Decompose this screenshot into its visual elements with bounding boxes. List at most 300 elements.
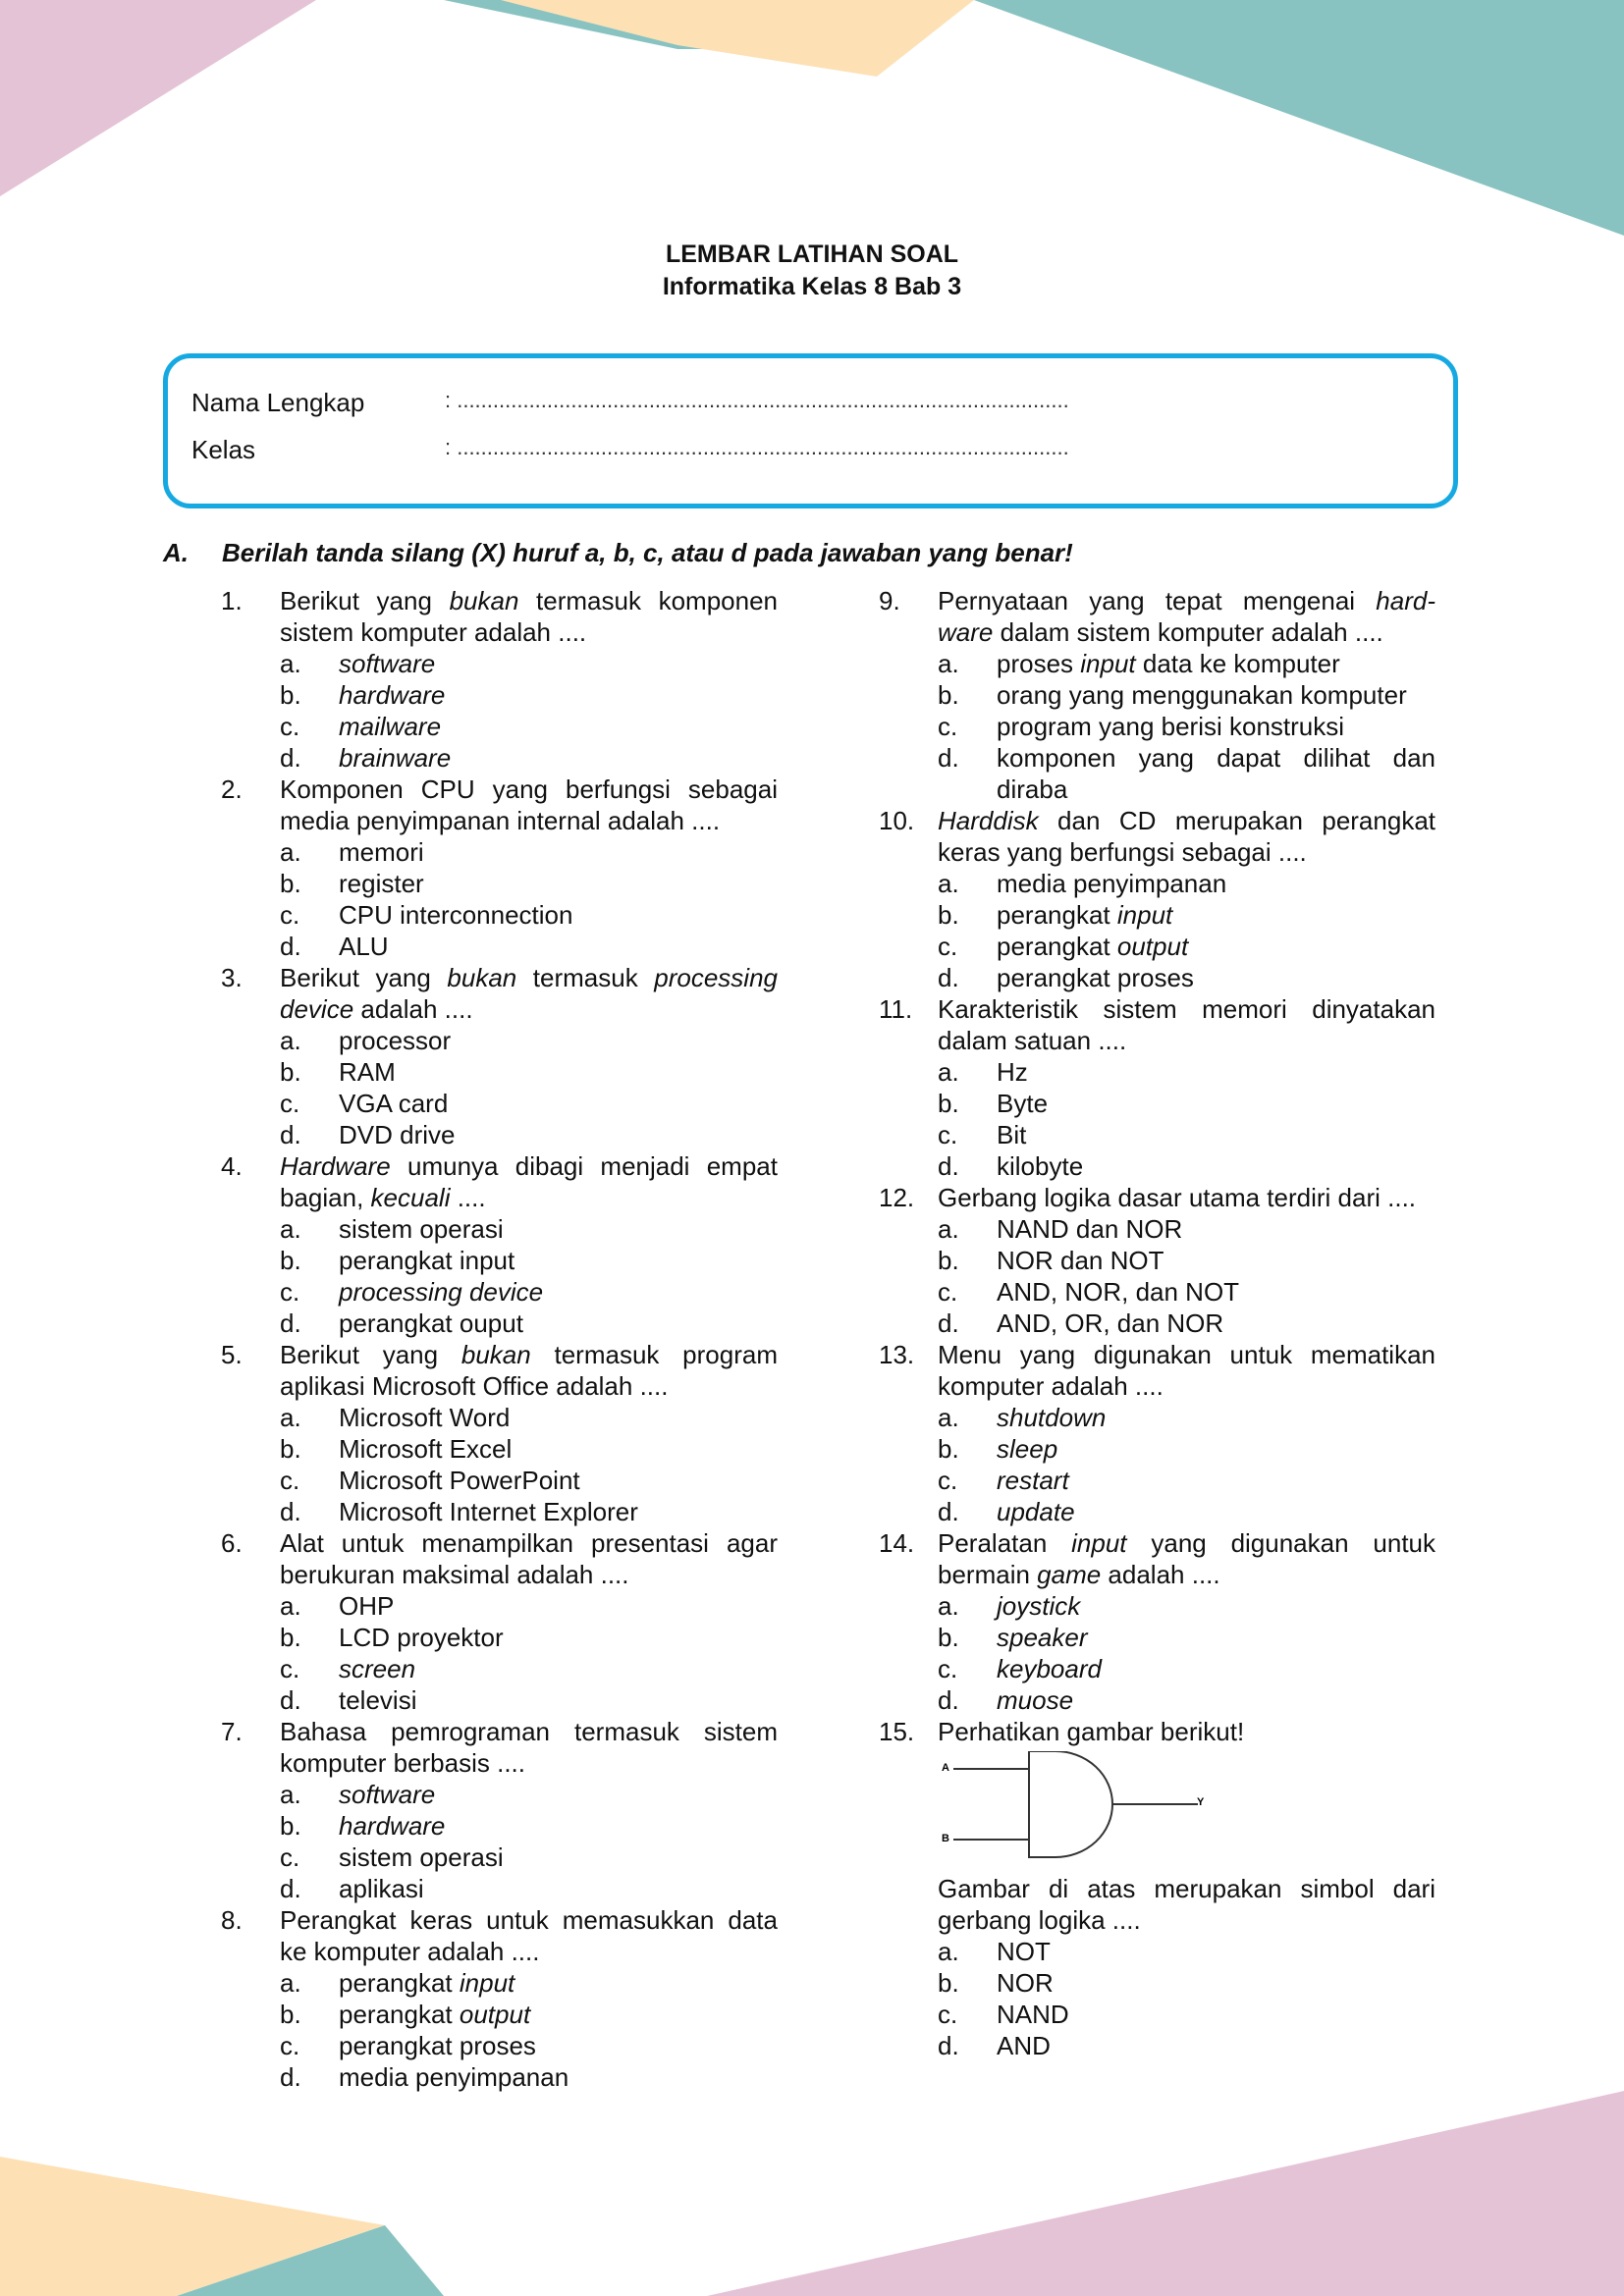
option-letter[interactable]: c.: [938, 1654, 958, 1683]
text-run: perangkat: [997, 900, 1117, 930]
option-text: [997, 1999, 1435, 2030]
question-stem: [938, 805, 1435, 868]
option-text: [339, 1402, 778, 1433]
text-run: dalam sistem komputer adalah ....: [993, 617, 1383, 647]
answer-option[interactable]: [879, 1590, 1435, 1622]
option-letter[interactable]: a.: [280, 1214, 301, 1244]
option-letter[interactable]: c.: [280, 1654, 300, 1683]
answer-option[interactable]: [879, 1119, 1435, 1150]
option-letter[interactable]: c.: [280, 712, 300, 741]
italic-term: input: [459, 1968, 515, 1998]
answer-option[interactable]: [879, 1465, 1435, 1496]
question-number: 14.: [879, 1528, 915, 1558]
text-run: sistem operasi: [339, 1214, 504, 1244]
answer-option[interactable]: [221, 1056, 778, 1088]
question-follow-up: [879, 1873, 1435, 1936]
question-number: 7.: [221, 1717, 243, 1746]
name-field-row: [191, 388, 1069, 418]
text-run: Gerbang logika dasar utama terdiri dari ....: [938, 1183, 1417, 1212]
option-letter[interactable]: b.: [938, 1968, 959, 1998]
option-text: [339, 1308, 778, 1339]
answer-option[interactable]: [879, 1999, 1435, 2030]
option-text: [997, 1936, 1435, 1967]
option-letter[interactable]: d.: [938, 1308, 959, 1338]
identity-box: [163, 353, 1458, 508]
question-stem-row: [221, 1716, 778, 1779]
option-letter[interactable]: c.: [280, 1277, 300, 1307]
option-letter[interactable]: a.: [938, 1591, 959, 1621]
text-run: Alat untuk menampilkan presentasi agar berukuran maksimal adalah ....: [280, 1528, 778, 1589]
option-text: [997, 1308, 1435, 1339]
option-text: [997, 1433, 1435, 1465]
option-letter[interactable]: c.: [280, 1842, 300, 1872]
option-letter[interactable]: b.: [280, 2000, 301, 2029]
question-stem-row: [221, 1527, 778, 1590]
option-text: [997, 1496, 1435, 1527]
option-text: [997, 1245, 1435, 1276]
question-stem-row: [879, 1339, 1435, 1402]
italic-term: bukan: [460, 1340, 531, 1369]
option-letter[interactable]: b.: [938, 900, 959, 930]
option-letter[interactable]: d.: [280, 1120, 301, 1149]
text-run: VGA card: [339, 1089, 449, 1118]
question-number: 2.: [221, 774, 243, 804]
answer-option[interactable]: [221, 648, 778, 679]
option-letter[interactable]: a.: [280, 1968, 301, 1998]
text-run: komponen yang dapat dilihat dan diraba: [997, 743, 1435, 804]
option-text: [339, 1245, 778, 1276]
question-stem: [938, 585, 1435, 648]
pink-corner-top-left: [0, 0, 316, 196]
answer-option[interactable]: [879, 1276, 1435, 1308]
question-15: [879, 1716, 1435, 2061]
question-column-left: [221, 585, 778, 2093]
answer-option[interactable]: [221, 1842, 778, 1873]
question-stem-row: [221, 962, 778, 1025]
answer-option[interactable]: [221, 1465, 778, 1496]
option-letter[interactable]: a.: [280, 1403, 301, 1432]
question-stem: [280, 1904, 778, 1967]
option-text: [339, 899, 778, 931]
question-stem-row: [221, 585, 778, 648]
and-gate-diagram: [938, 1751, 1213, 1869]
option-text: [339, 1056, 778, 1088]
option-letter[interactable]: b.: [280, 1811, 301, 1841]
option-letter[interactable]: c.: [280, 1466, 300, 1495]
option-letter[interactable]: b.: [938, 680, 959, 710]
section-a-heading: [163, 538, 1073, 568]
answer-option[interactable]: [879, 868, 1435, 899]
text-run: sistem operasi: [339, 1842, 504, 1872]
option-text: [997, 868, 1435, 899]
answer-option[interactable]: [221, 931, 778, 962]
answer-option[interactable]: [221, 1433, 778, 1465]
option-letter[interactable]: b.: [938, 1089, 959, 1118]
answer-option[interactable]: [221, 1119, 778, 1150]
option-letter[interactable]: a.: [280, 1026, 301, 1055]
question-stem: [938, 993, 1435, 1056]
question-number: 6.: [221, 1528, 243, 1558]
answer-option[interactable]: [879, 1402, 1435, 1433]
gate-input-a-label: A: [942, 1762, 949, 1774]
option-text: [339, 1025, 778, 1056]
text-run: umunya dibagi menjadi empat bagian,: [280, 1151, 778, 1212]
answer-option[interactable]: [221, 711, 778, 742]
option-letter[interactable]: a.: [938, 869, 959, 898]
text-run: perangkat: [339, 2000, 460, 2029]
option-letter[interactable]: b.: [938, 1434, 959, 1464]
option-text: [997, 742, 1435, 805]
option-letter[interactable]: a.: [938, 1214, 959, 1244]
text-run: aplikasi: [339, 1874, 424, 1903]
text-run: adalah ....: [1101, 1560, 1220, 1589]
option-letter[interactable]: d.: [280, 743, 301, 773]
question-8: [221, 1904, 778, 2093]
text-run: Pernyataan yang tepat mengenai: [938, 586, 1377, 615]
answer-option[interactable]: [221, 1653, 778, 1684]
italic-term: screen: [339, 1654, 416, 1683]
option-text: [339, 868, 778, 899]
question-stem-row: [879, 1527, 1435, 1590]
option-letter[interactable]: d.: [280, 1874, 301, 1903]
question-7: [221, 1716, 778, 1904]
text-run: NOR: [997, 1968, 1054, 1998]
teal-sliver-top: [444, 0, 707, 49]
option-text: [339, 931, 778, 962]
question-stem-row: [879, 805, 1435, 868]
answer-option[interactable]: [221, 1622, 778, 1653]
option-letter[interactable]: c.: [938, 1466, 958, 1495]
option-letter[interactable]: a.: [280, 1780, 301, 1809]
question-stem-row: [221, 1150, 778, 1213]
text-run: DVD drive: [339, 1120, 456, 1149]
option-letter[interactable]: c.: [938, 1277, 958, 1307]
option-letter[interactable]: d.: [280, 1685, 301, 1715]
answer-option[interactable]: [221, 1779, 778, 1810]
question-10: [879, 805, 1435, 993]
text-run: AND: [997, 2031, 1051, 2060]
option-text: [339, 1433, 778, 1465]
yellow-shape-top: [501, 0, 974, 77]
question-number: 11.: [879, 994, 913, 1024]
option-letter[interactable]: d.: [280, 2062, 301, 2092]
question-3: [221, 962, 778, 1150]
text-run: media penyimpanan: [339, 2062, 569, 2092]
option-text: [997, 679, 1435, 711]
text-run: perangkat input: [339, 1246, 515, 1275]
answer-option[interactable]: [221, 1402, 778, 1433]
answer-option[interactable]: [221, 1308, 778, 1339]
answer-option[interactable]: [879, 1308, 1435, 1339]
question-5: [221, 1339, 778, 1527]
answer-option[interactable]: [221, 2030, 778, 2061]
answer-option[interactable]: [221, 742, 778, 774]
option-letter[interactable]: a.: [938, 1403, 959, 1432]
text-run: perangkat ouput: [339, 1308, 523, 1338]
text-run: data ke komputer: [1135, 649, 1340, 678]
text-run: Gambar di atas merupakan simbol dari gerbang logika ....: [938, 1874, 1435, 1935]
question-1: [221, 585, 778, 774]
follow-up-text: [938, 1873, 1435, 1936]
answer-option[interactable]: [221, 1999, 778, 2030]
option-letter[interactable]: b.: [280, 1246, 301, 1275]
option-text: [339, 1213, 778, 1245]
answer-option[interactable]: [221, 1213, 778, 1245]
teal-corner-top-right: [974, 0, 1624, 236]
option-text: [997, 962, 1435, 993]
option-letter[interactable]: a.: [938, 1057, 959, 1087]
text-run: Byte: [997, 1089, 1049, 1118]
text-run: Perhatikan gambar berikut!: [938, 1717, 1245, 1746]
answer-option[interactable]: [879, 1684, 1435, 1716]
option-letter[interactable]: b.: [280, 869, 301, 898]
text-run: Karakteristik sistem memori dinyatakan dalam satuan ....: [938, 994, 1435, 1055]
italic-term: keyboard: [997, 1654, 1102, 1683]
text-run: Microsoft Internet Explorer: [339, 1497, 638, 1526]
answer-option[interactable]: [879, 648, 1435, 679]
option-letter[interactable]: c.: [280, 900, 300, 930]
text-run: LCD proyektor: [339, 1623, 504, 1652]
option-text: [339, 2030, 778, 2061]
option-letter[interactable]: b.: [280, 680, 301, 710]
text-run: Komponen CPU yang berfungsi sebagai media penyimpanan internal adalah ....: [280, 774, 778, 835]
question-column-right: [879, 585, 1435, 2061]
question-stem: [280, 1150, 778, 1213]
option-letter[interactable]: a.: [938, 1937, 959, 1966]
option-letter[interactable]: d.: [938, 743, 959, 773]
italic-term: muose: [997, 1685, 1074, 1715]
answer-option[interactable]: [879, 711, 1435, 742]
option-text: [997, 1622, 1435, 1653]
option-letter[interactable]: b.: [938, 1246, 959, 1275]
option-text: [339, 1119, 778, 1150]
answer-option[interactable]: [879, 1653, 1435, 1684]
question-number: 15.: [879, 1717, 915, 1746]
option-text: [997, 931, 1435, 962]
text-run: NOR dan NOT: [997, 1246, 1164, 1275]
option-letter[interactable]: d.: [938, 1685, 959, 1715]
option-letter[interactable]: c.: [938, 2000, 958, 2029]
text-run: Microsoft Word: [339, 1403, 511, 1432]
answer-option[interactable]: [221, 836, 778, 868]
class-field-input[interactable]: : ......................................................................................................: [445, 435, 1069, 459]
option-text: [997, 1465, 1435, 1496]
option-letter[interactable]: c.: [938, 1120, 958, 1149]
option-letter[interactable]: a.: [938, 649, 959, 678]
italic-term: Hardware: [280, 1151, 391, 1181]
option-text: [339, 1496, 778, 1527]
question-stem-row: [221, 774, 778, 836]
option-text: [339, 1967, 778, 1999]
question-9: [879, 585, 1435, 805]
text-run: Peralatan: [938, 1528, 1072, 1558]
option-letter[interactable]: d.: [280, 932, 301, 961]
gate-output-label: Y: [1197, 1796, 1205, 1808]
option-text: [997, 2030, 1435, 2061]
text-run: program yang berisi konstruksi: [997, 712, 1345, 741]
section-instruction: Berilah tanda silang (X) huruf a, b, c, atau d pada jawaban yang benar!: [222, 538, 1073, 567]
answer-option[interactable]: [879, 1056, 1435, 1088]
text-run: termasuk: [516, 963, 655, 992]
answer-option[interactable]: [879, 1496, 1435, 1527]
question-stem: [280, 1339, 778, 1402]
text-run: kilobyte: [997, 1151, 1084, 1181]
answer-option[interactable]: [221, 1967, 778, 1999]
option-letter[interactable]: d.: [938, 1497, 959, 1526]
option-letter[interactable]: a.: [280, 649, 301, 678]
option-letter[interactable]: b.: [938, 1623, 959, 1652]
text-run: yang digunakan untuk bermain: [938, 1528, 1435, 1589]
answer-option[interactable]: [879, 679, 1435, 711]
option-text: [339, 1653, 778, 1684]
option-text: [997, 711, 1435, 742]
answer-option[interactable]: [221, 1245, 778, 1276]
answer-option[interactable]: [221, 1873, 778, 1904]
option-text: [997, 1213, 1435, 1245]
option-text: [339, 1873, 778, 1904]
option-letter[interactable]: d.: [280, 1497, 301, 1526]
option-letter[interactable]: b.: [280, 1623, 301, 1652]
question-stem: [280, 1527, 778, 1590]
section-letter: A.: [163, 538, 189, 567]
answer-option[interactable]: [879, 931, 1435, 962]
pink-corner-bottom-right: [707, 2091, 1624, 2296]
yellow-corner-bottom-left: [0, 2157, 385, 2296]
option-letter[interactable]: c.: [280, 1089, 300, 1118]
option-letter[interactable]: c.: [938, 712, 958, 741]
name-field-input[interactable]: : ......................................................................................................: [445, 388, 1069, 412]
answer-option[interactable]: [879, 1150, 1435, 1182]
italic-term: kecuali: [370, 1183, 451, 1212]
option-text: [339, 1842, 778, 1873]
question-14: [879, 1527, 1435, 1716]
answer-option[interactable]: [221, 1025, 778, 1056]
answer-option[interactable]: [221, 868, 778, 899]
text-run: dan CD merupakan perangkat keras yang berfungsi sebagai ....: [938, 806, 1435, 867]
question-stem: [280, 585, 778, 648]
answer-option[interactable]: [879, 1245, 1435, 1276]
text-run: Microsoft PowerPoint: [339, 1466, 580, 1495]
answer-option[interactable]: [221, 1276, 778, 1308]
class-field-label: Kelas: [191, 435, 256, 464]
answer-option[interactable]: [221, 2061, 778, 2093]
worksheet-title: LEMBAR LATIHAN SOAL: [665, 240, 959, 268]
answer-option[interactable]: [879, 1622, 1435, 1653]
question-stem-row: [221, 1904, 778, 1967]
option-text: [339, 836, 778, 868]
italic-term: game: [1037, 1560, 1102, 1589]
answer-option[interactable]: [879, 962, 1435, 993]
answer-option[interactable]: [879, 1936, 1435, 1967]
italic-term: hardware: [339, 1811, 446, 1841]
text-run: AND, NOR, dan NOT: [997, 1277, 1240, 1307]
text-run: Perangkat keras untuk memasukkan data ke komputer adalah ....: [280, 1905, 778, 1966]
option-text: [997, 899, 1435, 931]
text-run: NOT: [997, 1937, 1051, 1966]
italic-term: brainware: [339, 743, 452, 773]
option-text: [339, 711, 778, 742]
option-text: [997, 1088, 1435, 1119]
text-run: memori: [339, 837, 424, 867]
option-text: [339, 1622, 778, 1653]
worksheet-subtitle: Informatika Kelas 8 Bab 3: [662, 273, 962, 300]
question-2: [221, 774, 778, 962]
answer-option[interactable]: [879, 2030, 1435, 2061]
text-run: televisi: [339, 1685, 417, 1715]
question-number: 12.: [879, 1183, 915, 1212]
question-4: [221, 1150, 778, 1339]
option-letter[interactable]: b.: [280, 1434, 301, 1464]
answer-option[interactable]: [879, 1967, 1435, 1999]
answer-option[interactable]: [221, 1590, 778, 1622]
question-6: [221, 1527, 778, 1716]
text-run: orang yang menggunakan komputer: [997, 680, 1407, 710]
question-number: 3.: [221, 963, 243, 992]
figure-container: [879, 1747, 1435, 1873]
answer-option[interactable]: [221, 1810, 778, 1842]
class-field-row: [191, 435, 1069, 465]
and-gate-body: [1029, 1751, 1112, 1857]
name-field-label: Nama Lengkap: [191, 388, 365, 417]
question-stem: [938, 1339, 1435, 1402]
option-letter[interactable]: d.: [938, 2031, 959, 2060]
text-run: Menu yang digunakan untuk mematikan komputer adalah ....: [938, 1340, 1435, 1401]
option-text: [997, 1402, 1435, 1433]
italic-term: processing device: [339, 1277, 544, 1307]
option-text: [339, 1684, 778, 1716]
answer-option[interactable]: [879, 1088, 1435, 1119]
answer-option[interactable]: [879, 1213, 1435, 1245]
italic-term: joystick: [997, 1591, 1081, 1621]
answer-option[interactable]: [221, 1088, 778, 1119]
italic-term: hardware: [339, 680, 446, 710]
option-letter[interactable]: d.: [280, 1308, 301, 1338]
answer-option[interactable]: [221, 899, 778, 931]
answer-option[interactable]: [221, 679, 778, 711]
italic-term: output: [459, 2000, 531, 2029]
italic-term: speaker: [997, 1623, 1088, 1652]
option-letter[interactable]: c.: [280, 2031, 300, 2060]
text-run: NAND: [997, 2000, 1069, 2029]
question-number: 4.: [221, 1151, 243, 1181]
option-letter[interactable]: a.: [280, 837, 301, 867]
option-text: [339, 679, 778, 711]
text-run: RAM: [339, 1057, 396, 1087]
answer-option[interactable]: [221, 1684, 778, 1716]
option-letter[interactable]: d.: [938, 963, 959, 992]
option-letter[interactable]: a.: [280, 1591, 301, 1621]
option-text: [997, 1056, 1435, 1088]
option-letter[interactable]: c.: [938, 932, 958, 961]
answer-option[interactable]: [221, 1496, 778, 1527]
option-text: [339, 1590, 778, 1622]
answer-option[interactable]: [879, 1433, 1435, 1465]
text-run: Bit: [997, 1120, 1027, 1149]
option-text: [997, 1653, 1435, 1684]
option-letter[interactable]: d.: [938, 1151, 959, 1181]
option-text: [339, 1999, 778, 2030]
question-stem-row: [879, 585, 1435, 648]
question-stem-row: [879, 1716, 1435, 1747]
text-run: register: [339, 869, 424, 898]
answer-option[interactable]: [879, 899, 1435, 931]
question-stem: [280, 1716, 778, 1779]
answer-option[interactable]: [879, 742, 1435, 805]
option-letter[interactable]: b.: [280, 1057, 301, 1087]
option-text: [339, 2061, 778, 2093]
italic-term: processing device: [280, 963, 778, 1024]
gate-input-b-label: B: [942, 1833, 949, 1844]
